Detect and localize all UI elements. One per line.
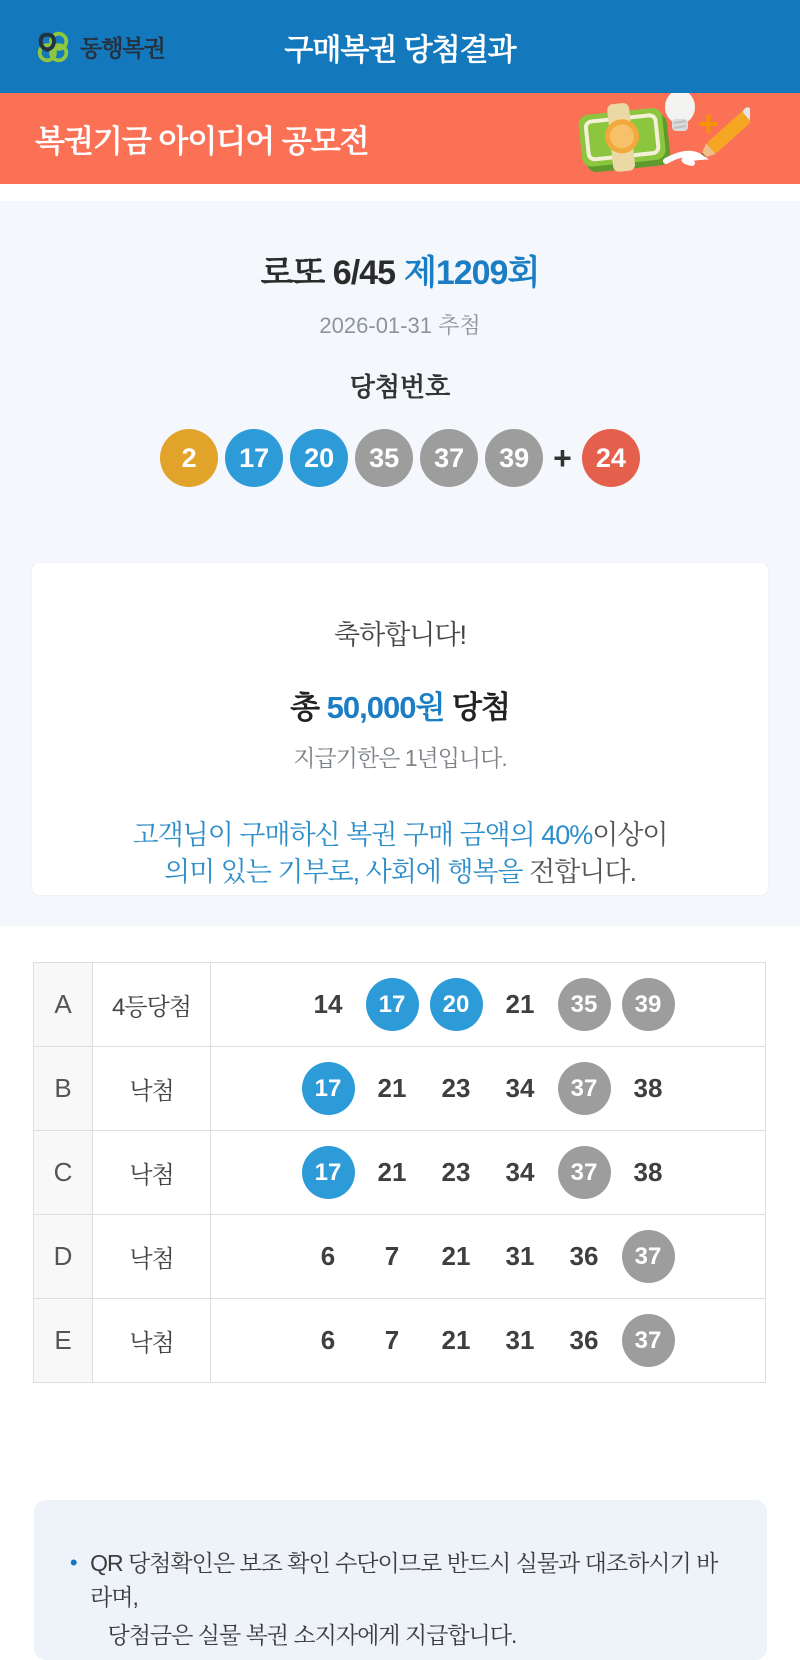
draw-title [0, 245, 800, 294]
plain-number-21: 21 [377, 1073, 407, 1103]
donation-line1-blue: 고객님이 구매하신 복권 구매 금액의 40% [132, 820, 593, 850]
number-slot [616, 1131, 680, 1214]
game-letter: E [34, 1299, 93, 1383]
game-numbers [211, 1215, 766, 1299]
number-slot [360, 963, 424, 1046]
lotto-ball-24: 24 [582, 429, 640, 487]
table-row [34, 1215, 766, 1299]
number-slot [296, 963, 360, 1046]
plain-number-36: 36 [569, 1325, 599, 1355]
lotto-ball-20: 20 [290, 429, 348, 487]
promo-banner-title: 복권기금 아이디어 공모전 [35, 124, 369, 159]
number-slot [424, 963, 488, 1046]
game-numbers [211, 1131, 766, 1215]
matched-ball-37: 37 [622, 1230, 675, 1283]
matched-ball-37: 37 [558, 1146, 611, 1199]
notice-line1 [58, 1546, 737, 1614]
matched-ball-20: 20 [430, 978, 483, 1031]
number-slot [616, 1215, 680, 1298]
number-slot [296, 1131, 360, 1214]
page-title: 구매복권 당첨결과 [284, 33, 516, 67]
draw-date: 2026-01-31 추첨 [319, 313, 481, 338]
draw-summary-section [0, 201, 800, 926]
donation-line2-dark: 전합니다. [522, 857, 636, 888]
brand-name: 동행복권 [80, 35, 165, 61]
winning-numbers-label: 당첨번호 [349, 372, 451, 402]
svg-text:+: + [698, 103, 720, 144]
game-numbers [211, 1299, 766, 1383]
number-slot [488, 1131, 552, 1214]
number-slot [424, 1047, 488, 1130]
number-slot [616, 1299, 680, 1382]
number-slot [360, 1215, 424, 1298]
notice-line1-text: QR 당첨확인은 보조 확인 수단이므로 반드시 실물과 대조하시기 바라며, [90, 1550, 718, 1610]
lotto-ball-39: 39 [485, 429, 543, 487]
number-slot [488, 1047, 552, 1130]
number-slot [296, 1047, 360, 1130]
game-result: 낙첨 [93, 1215, 211, 1299]
plain-number-6: 6 [320, 1325, 336, 1355]
plain-number-36: 36 [569, 1241, 599, 1271]
number-slot [616, 963, 680, 1046]
plain-number-38: 38 [633, 1073, 663, 1103]
plain-number-7: 7 [384, 1325, 400, 1355]
number-slot [488, 963, 552, 1046]
notice-line2-text: 당첨금은 실물 복권 소지자에게 지급합니다. [107, 1622, 517, 1648]
donation-line2-blue: 의미 있는 기부로, 사회에 행복을 [164, 857, 523, 888]
game-result: 낙첨 [93, 1047, 211, 1131]
number-slot [360, 1047, 424, 1130]
number-slot [552, 1047, 616, 1130]
matched-ball-35: 35 [558, 978, 611, 1031]
game-letter: A [34, 963, 93, 1047]
matched-ball-17: 17 [302, 1062, 355, 1115]
number-slot [616, 1047, 680, 1130]
plain-number-21: 21 [505, 989, 535, 1019]
app-header [0, 0, 800, 93]
plain-number-23: 23 [441, 1157, 471, 1187]
money-bulb-pencil-icon [570, 93, 750, 184]
matched-ball-17: 17 [302, 1146, 355, 1199]
divider-strip [0, 184, 800, 201]
bullet-icon: • [69, 1550, 78, 1575]
number-slot [552, 1299, 616, 1382]
qr-notice-box [34, 1500, 767, 1660]
plain-number-38: 38 [633, 1157, 663, 1187]
draw-round: 제1209회 [403, 254, 540, 292]
number-slot [552, 1131, 616, 1214]
lotto-ball-35: 35 [355, 429, 413, 487]
number-slot [552, 963, 616, 1046]
lotto-ball-2: 2 [160, 429, 218, 487]
number-slot [424, 1131, 488, 1214]
game-result: 낙첨 [93, 1131, 211, 1215]
game-letter: B [34, 1047, 93, 1131]
plain-number-6: 6 [320, 1241, 336, 1271]
matched-ball-37: 37 [558, 1062, 611, 1115]
plain-number-34: 34 [505, 1073, 535, 1103]
game-name: 로또 6/45 [260, 254, 395, 292]
main-numbers-group [160, 429, 543, 487]
ticket-details-section [0, 926, 800, 1660]
congrats-text: 축하합니다! [334, 620, 466, 650]
number-slot [488, 1215, 552, 1298]
lotto-ball-37: 37 [420, 429, 478, 487]
clover-logo-icon [34, 28, 72, 66]
total-prefix: 총 [290, 690, 327, 725]
plain-number-14: 14 [313, 989, 343, 1019]
plain-number-31: 31 [505, 1241, 535, 1271]
bonus-number-group [582, 429, 640, 487]
payment-deadline: 지급기한은 1년입니다. [293, 745, 507, 771]
total-amount: 50,000원 [326, 690, 445, 725]
donation-line1-dark: 이상이 [592, 820, 668, 850]
number-slot [424, 1215, 488, 1298]
plain-number-21: 21 [377, 1157, 407, 1187]
number-slot [552, 1215, 616, 1298]
matched-ball-39: 39 [622, 978, 675, 1031]
matched-ball-37: 37 [622, 1314, 675, 1367]
plain-number-21: 21 [441, 1241, 471, 1271]
plus-sign: + [553, 439, 572, 476]
table-row [34, 1047, 766, 1131]
game-result: 낙첨 [93, 1299, 211, 1383]
total-prize-line [52, 682, 748, 727]
number-slot [296, 1299, 360, 1382]
total-suffix: 당첨 [444, 690, 510, 725]
plain-number-23: 23 [441, 1073, 471, 1103]
ticket-table [33, 962, 766, 1383]
number-slot [360, 1131, 424, 1214]
congrats-card [32, 563, 768, 895]
table-row [34, 963, 766, 1047]
number-slot [296, 1215, 360, 1298]
winning-numbers-row [0, 429, 800, 487]
brand-logo[interactable] [34, 0, 165, 93]
lotto-ball-17: 17 [225, 429, 283, 487]
plain-number-7: 7 [384, 1241, 400, 1271]
game-letter: C [34, 1131, 93, 1215]
promo-banner[interactable] [0, 93, 800, 184]
number-slot [488, 1299, 552, 1382]
matched-ball-17: 17 [366, 978, 419, 1031]
game-numbers [211, 963, 766, 1047]
table-row [34, 1131, 766, 1215]
game-result: 4등당첨 [93, 963, 211, 1047]
number-slot [424, 1299, 488, 1382]
game-letter: D [34, 1215, 93, 1299]
plain-number-21: 21 [441, 1325, 471, 1355]
donation-message [52, 817, 748, 892]
number-slot [360, 1299, 424, 1382]
table-row [34, 1299, 766, 1383]
plain-number-34: 34 [505, 1157, 535, 1187]
game-numbers [211, 1047, 766, 1131]
plain-number-31: 31 [505, 1325, 535, 1355]
